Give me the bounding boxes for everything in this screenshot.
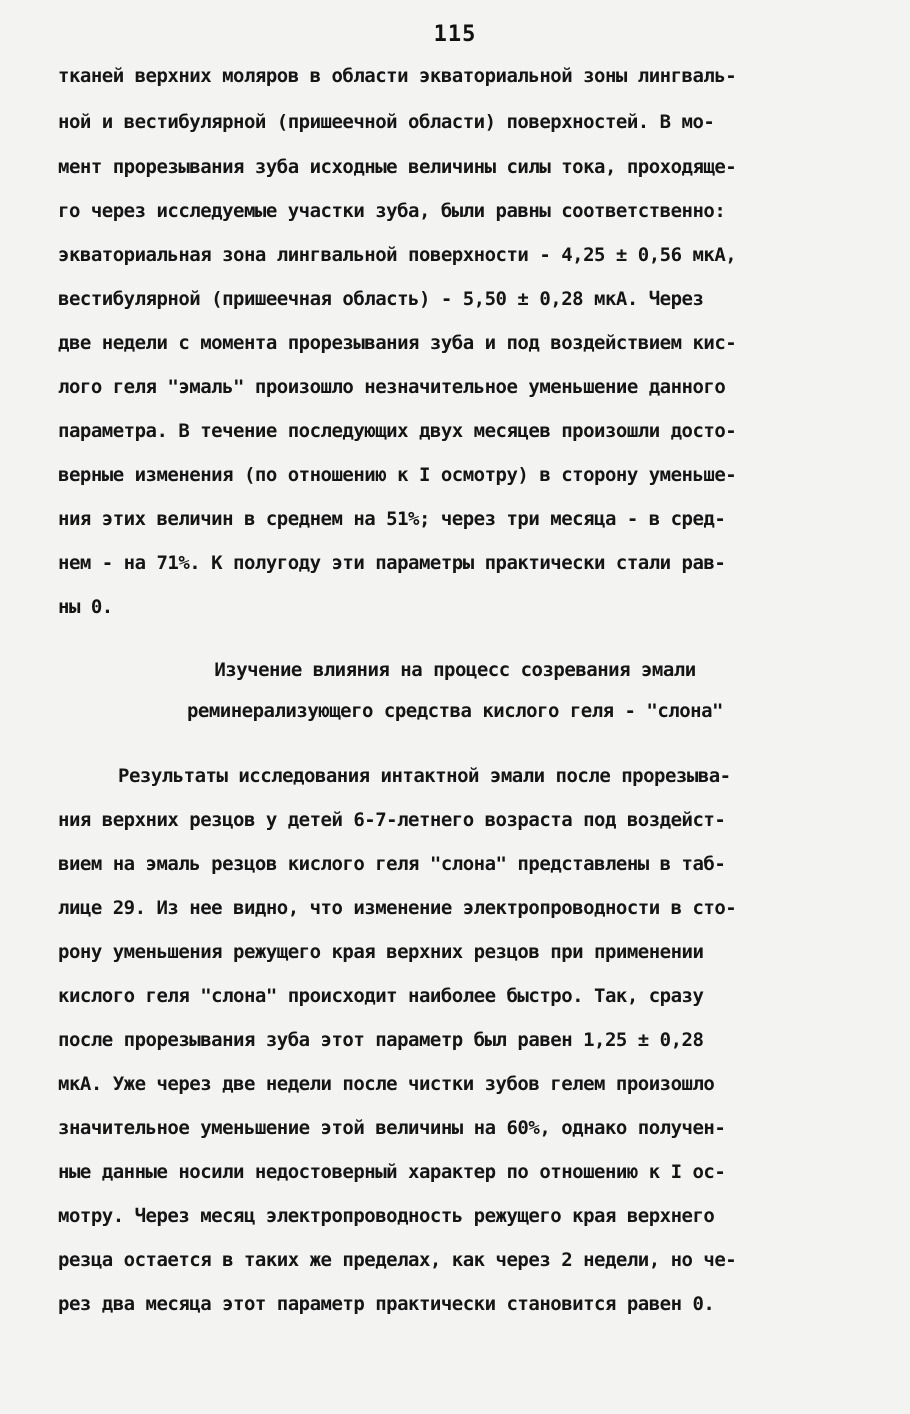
text-line: го через исследуемые участки зуба, были равны соответственно: (58, 200, 726, 222)
text-line: кислого геля "слона" происходит наиболее быстро. Так, сразу (58, 985, 704, 1007)
text-line: мотру. Через месяц электропроводность режущего края верхнего (58, 1205, 715, 1227)
text-line: нем - на 71%. К полугоду эти параметры практически стали рав- (58, 552, 726, 574)
text-line: верные изменения (по отношению к I осмотру) в сторону уменьше- (58, 464, 737, 486)
text-line: ные данные носили недостоверный характер по отношению к I ос- (58, 1161, 726, 1183)
text-line: две недели с момента прорезывания зуба и под воздействием кис- (58, 332, 737, 354)
text-line: лого геля "эмаль" произошло незначительное уменьшение данного (58, 376, 726, 398)
text-line: резца остается в таких же пределах, как через 2 недели, но че- (58, 1249, 737, 1271)
text-line: ния верхних резцов у детей 6-7-летнего возраста под воздейст- (58, 809, 726, 831)
text-line: Результаты исследования интактной эмали после прорезыва- (118, 765, 731, 787)
text-line: тканей верхних моляров в области экваториальной зоны лингваль- (58, 65, 737, 87)
text-line: мент прорезывания зуба исходные величины силы тока, проходяще- (58, 156, 737, 178)
text-line: значительное уменьшение этой величины на 60%, однако получен- (58, 1117, 726, 1139)
heading-line: Изучение влияния на процесс созревания эмали (214, 659, 696, 681)
text-line: ной и вестибулярной (пришеечной области) поверхностей. В мо- (58, 111, 715, 133)
text-line: вестибулярной (пришеечная область) - 5,50 ± 0,28 мкА. Через (58, 288, 704, 310)
text-line: ны 0. (58, 596, 113, 618)
page-number: 115 (433, 22, 477, 47)
text-line: параметра. В течение последующих двух месяцев произошли досто- (58, 420, 737, 442)
text-line: рону уменьшения режущего края верхних резцов при применении (58, 941, 704, 963)
text-line: экваториальная зона лингвальной поверхности - 4,25 ± 0,56 мкА, (58, 244, 737, 266)
text-line: лице 29. Из нее видно, что изменение электропроводности в сто- (58, 897, 737, 919)
text-line: ния этих величин в среднем на 51%; через три месяца - в сред- (58, 508, 726, 530)
text-line: после прорезывания зуба этот параметр был равен 1,25 ± 0,28 (58, 1029, 704, 1051)
text-line: мкА. Уже через две недели после чистки зубов гелем произошло (58, 1073, 715, 1095)
text-line: вием на эмаль резцов кислого геля "слона" представлены в таб- (58, 853, 726, 875)
heading-line: реминерализующего средства кислого геля - "слона" (186, 700, 723, 722)
text-line: рез два месяца этот параметр практически становится равен 0. (58, 1293, 715, 1315)
